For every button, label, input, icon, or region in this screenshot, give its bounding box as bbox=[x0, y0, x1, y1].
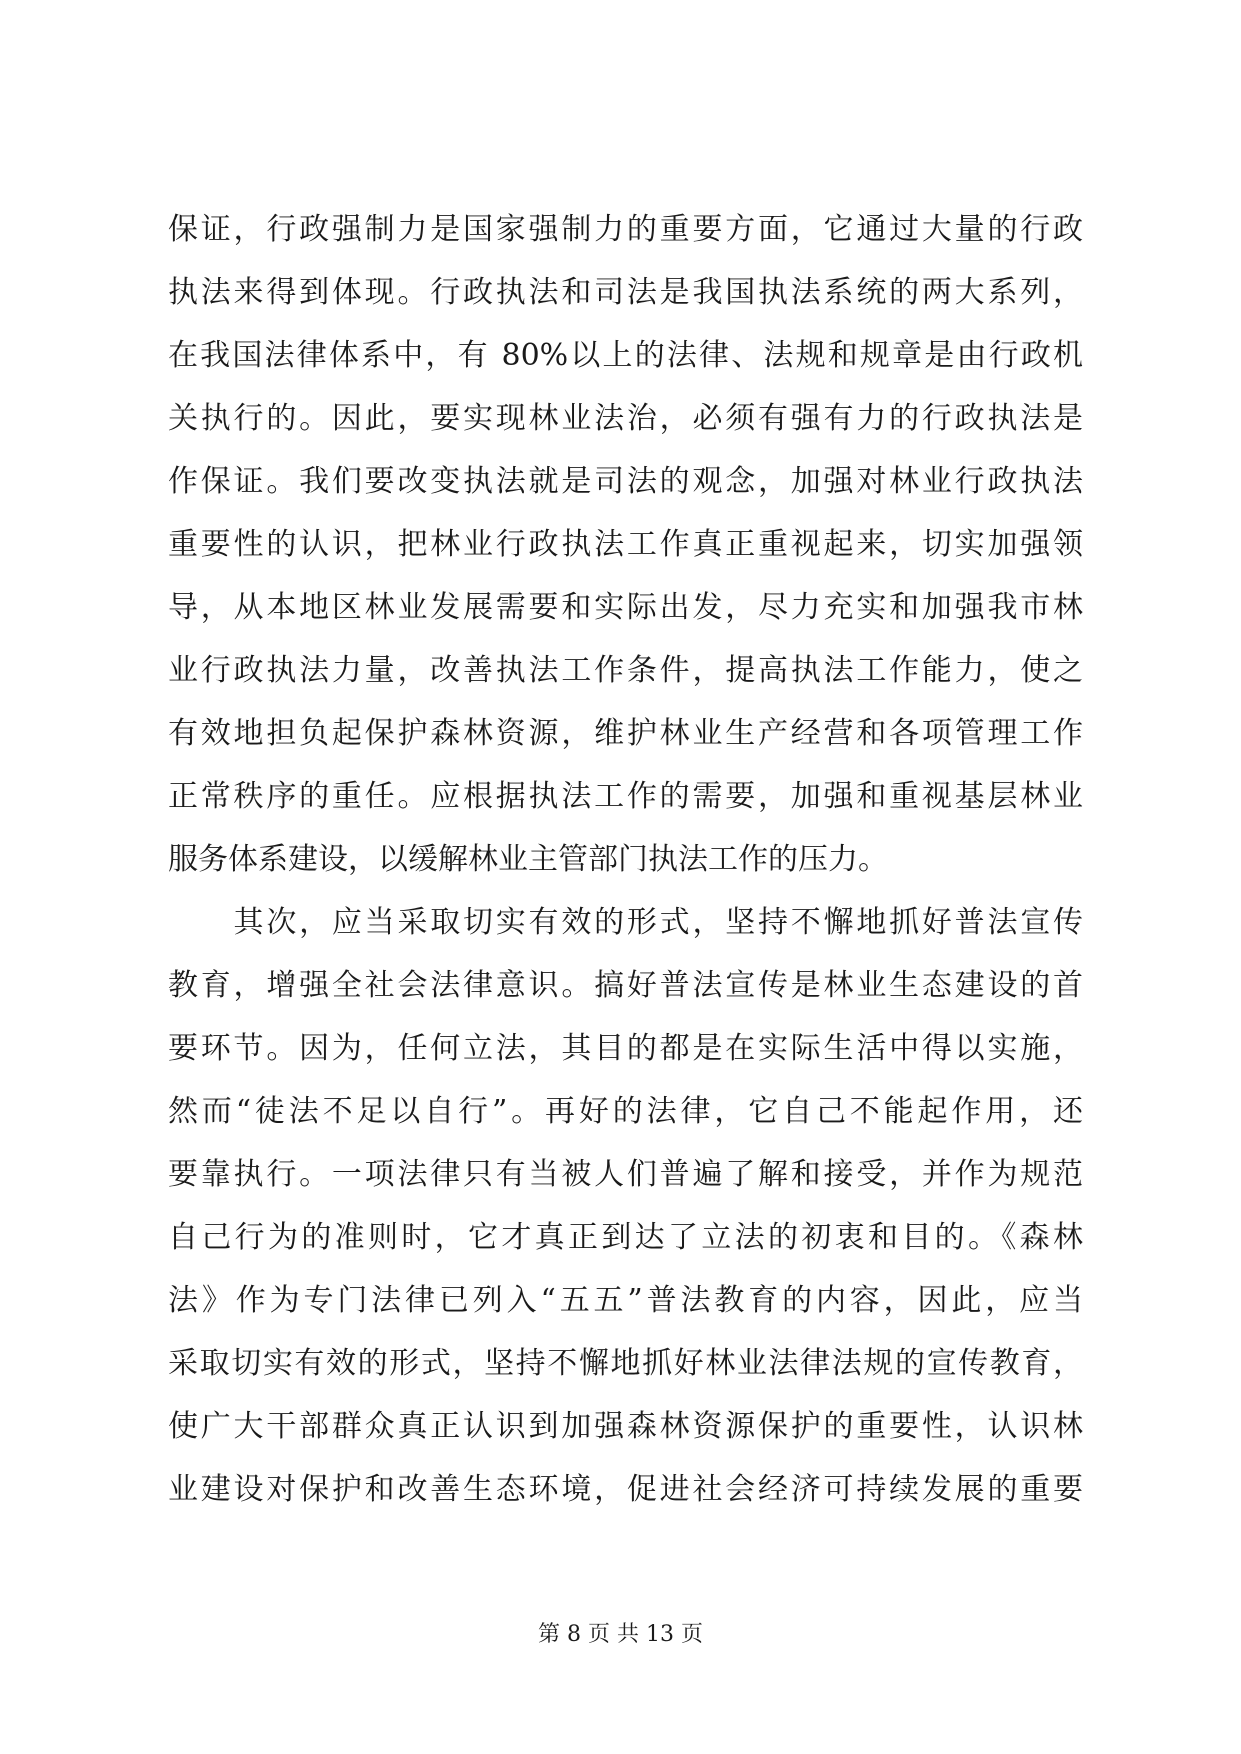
text-line: 其次，应当采取切实有效的形式，坚持不懈地抓好普法宣传 bbox=[168, 905, 1083, 940]
text-line: 在我国法律体系中，有 80%以上的法律、法规和规章是由行政机 bbox=[168, 338, 1083, 373]
text-line: 重要性的认识，把林业行政执法工作真正重视起来，切实加强领 bbox=[168, 527, 1083, 562]
text-line: 法》作为专门法律已列入“五五”普法教育的内容，因此，应当 bbox=[168, 1283, 1083, 1318]
text-line: 业行政执法力量，改善执法工作条件，提高执法工作能力，使之 bbox=[168, 653, 1083, 688]
text-line: 作保证。我们要改变执法就是司法的观念，加强对林业行政执法 bbox=[168, 464, 1083, 499]
text-line: 保证，行政强制力是国家强制力的重要方面，它通过大量的行政 bbox=[168, 212, 1083, 247]
text-line: 教育，增强全社会法律意识。搞好普法宣传是林业生态建设的首 bbox=[168, 968, 1083, 1003]
text-line: 服务体系建设，以缓解林业主管部门执法工作的压力。 bbox=[168, 842, 888, 877]
text-line: 要靠执行。一项法律只有当被人们普遍了解和接受，并作为规范 bbox=[168, 1157, 1083, 1192]
text-line: 自己行为的准则时，它才真正到达了立法的初衷和目的。《森林 bbox=[168, 1220, 1083, 1255]
text-line: 执法来得到体现。行政执法和司法是我国执法系统的两大系列， bbox=[168, 275, 1083, 310]
text-line: 要环节。因为，任何立法，其目的都是在实际生活中得以实施， bbox=[168, 1031, 1083, 1066]
text-line: 业建设对保护和改善生态环境，促进社会经济可持续发展的重要 bbox=[168, 1472, 1083, 1507]
text-line: 使广大干部群众真正认识到加强森林资源保护的重要性，认识林 bbox=[168, 1409, 1083, 1444]
text-line: 关执行的。因此，要实现林业法治，必须有强有力的行政执法是 bbox=[168, 401, 1083, 436]
text-line: 正常秩序的重任。应根据执法工作的需要，加强和重视基层林业 bbox=[168, 779, 1083, 814]
text-line: 导，从本地区林业发展需要和实际出发，尽力充实和加强我市林 bbox=[168, 590, 1083, 625]
body-text bbox=[168, 198, 1083, 1521]
text-line: 然而“徒法不足以自行”。再好的法律，它自己不能起作用，还 bbox=[168, 1094, 1083, 1129]
text-line: 有效地担负起保护森林资源，维护林业生产经营和各项管理工作 bbox=[168, 716, 1083, 751]
text-line: 采取切实有效的形式，坚持不懈地抓好林业法律法规的宣传教育， bbox=[168, 1346, 1083, 1381]
page-number-footer: 第 8 页 共 13 页 bbox=[538, 1622, 703, 1647]
